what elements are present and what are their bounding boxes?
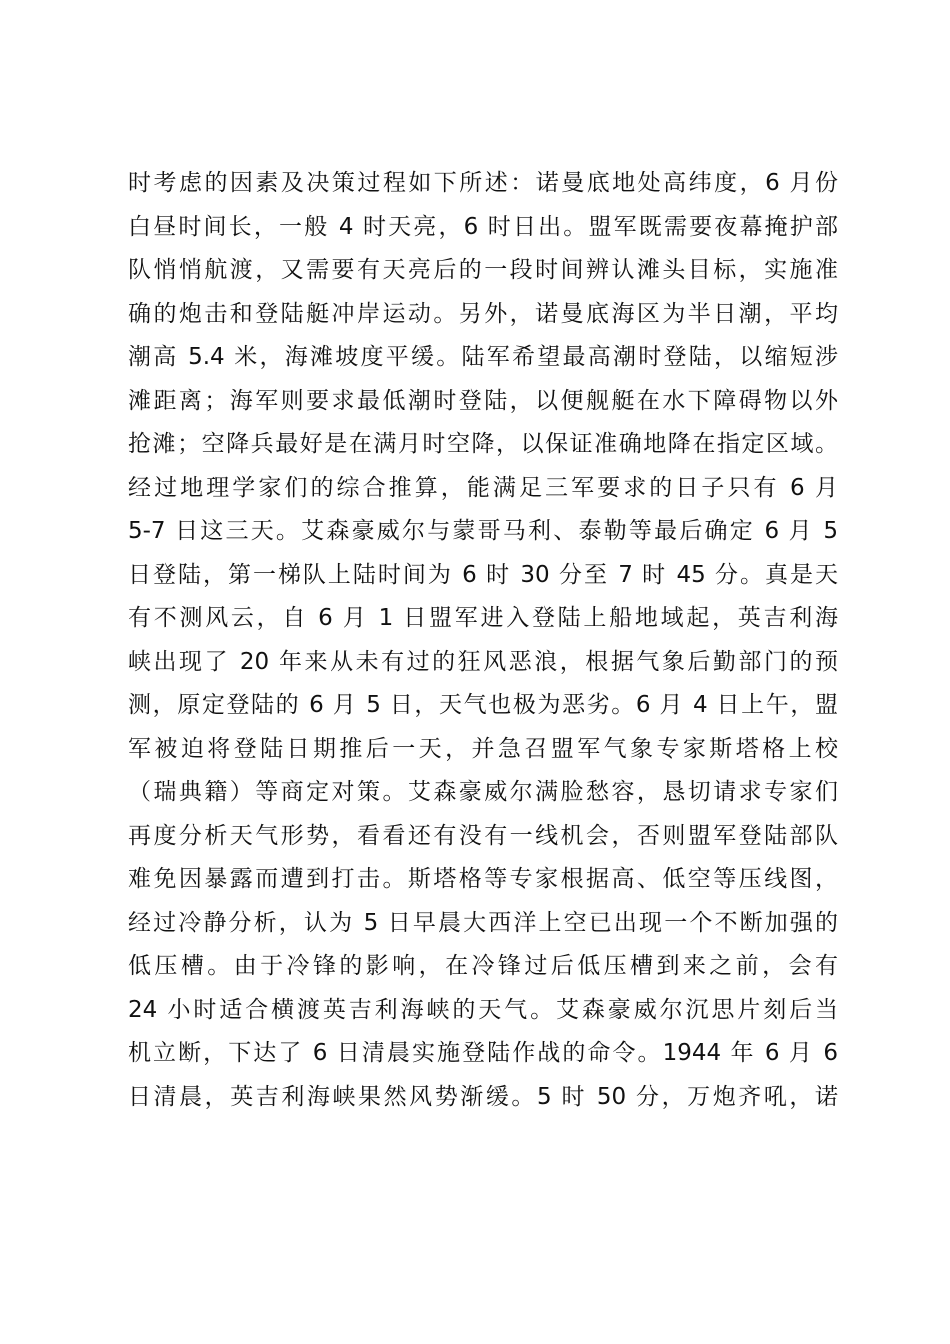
text-line: 再度分析天气形势，看看还有没有一线机会，否则盟军登陆部队	[128, 822, 838, 849]
text-line: 经过地理学家们的综合推算，能满足三军要求的日子只有 6 月	[128, 474, 838, 501]
text-line: 确的炮击和登陆艇冲岸运动。另外，诺曼底海区为半日潮，平均	[128, 300, 838, 327]
text-line: 抢滩；空降兵最好是在满月时空降，以保证准确地降在指定区域。	[128, 431, 838, 457]
text-line: 有不测风云，自 6 月 1 日盟军进入登陆上船地域起，英吉利海	[128, 605, 838, 631]
text-line: 经过冷静分析，认为 5 日早晨大西洋上空已出现一个不断加强的	[128, 909, 838, 936]
text-line: 5-7 日这三天。艾森豪威尔与蒙哥马利、泰勒等最后确定 6 月 5	[128, 518, 838, 544]
text-line: 军被迫将登陆日期推后一天，并急召盟军气象专家斯塔格上校	[128, 735, 838, 762]
text-line: 白昼时间长，一般 4 时天亮，6 时日出。盟军既需要夜幕掩护部	[128, 213, 838, 240]
text-line: 测，原定登陆的 6 月 5 日，天气也极为恶劣。6 月 4 日上午，盟	[128, 692, 838, 718]
text-line: 低压槽。由于冷锋的影响，在冷锋过后低压槽到来之前，会有	[128, 953, 838, 979]
text-line: 难免因暴露而遭到打击。斯塔格等专家根据高、低空等压线图，	[128, 866, 838, 892]
text-line: 日登陆，第一梯队上陆时间为 6 时 30 分至 7 时 45 分。真是天	[128, 561, 838, 588]
text-line: 时考虑的因素及决策过程如下所述：诺曼底地处高纬度，6 月份	[128, 170, 838, 196]
text-line: 机立断，下达了 6 日清晨实施登陆作战的命令。1944 年 6 月 6	[128, 1040, 838, 1066]
text-line: 队悄悄航渡，又需要有天亮后的一段时间辨认滩头目标，实施准	[128, 257, 838, 283]
body-text	[128, 162, 838, 1119]
text-line: 潮高 5.4 米，海滩坡度平缓。陆军希望最高潮时登陆，以缩短涉	[128, 344, 838, 370]
text-line: 24 小时适合横渡英吉利海峡的天气。艾森豪威尔沉思片刻后当	[128, 996, 838, 1023]
text-line: （瑞典籍）等商定对策。艾森豪威尔满脸愁容，恳切请求专家们	[128, 779, 838, 805]
text-line: 滩距离；海军则要求最低潮时登陆，以便舰艇在水下障碍物以外	[128, 387, 838, 414]
text-line: 峡出现了 20 年来从未有过的狂风恶浪，根据气象后勤部门的预	[128, 648, 838, 675]
text-line: 日清晨，英吉利海峡果然风势渐缓。5 时 50 分，万炮齐吼，诺	[128, 1083, 838, 1110]
